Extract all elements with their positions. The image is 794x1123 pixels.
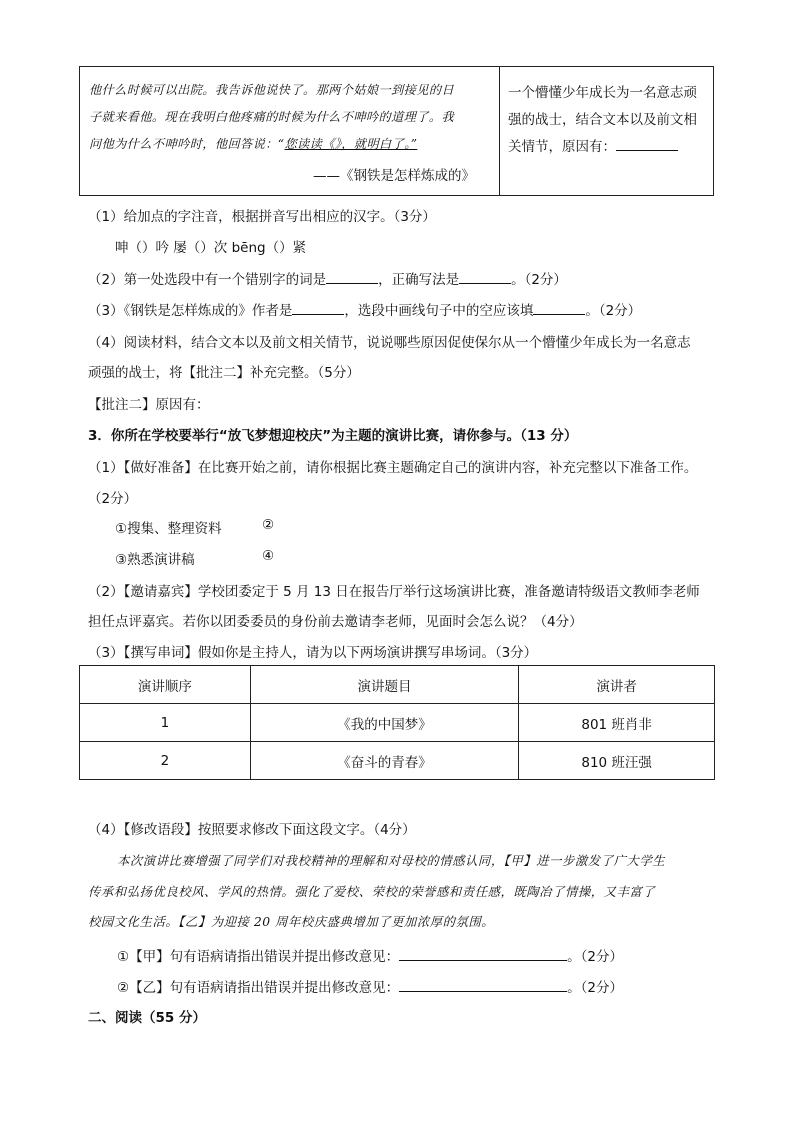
- excerpt-box: [79, 66, 714, 196]
- prep-item-2: ②: [262, 517, 275, 533]
- cell-title: 《我的中国梦》: [250, 704, 519, 742]
- q3-part4: （4）【修改语段】按照要求修改下面这段文字。（4分）: [88, 822, 416, 838]
- annotation-line-2: 强的战士，结合文本以及前文相: [508, 112, 697, 128]
- excerpt-line-2: 子就来看他。现在我明白他疼痛的时候为什么不呻吟的道理了。我: [89, 110, 455, 124]
- cell-title: 《奋斗的青春》: [250, 742, 519, 780]
- q2-item-4-line1: （4）阅读材料，结合文本以及前文相关情节，说说哪些原因促使保尔从一个懵懂少年成长为一名意志: [88, 335, 691, 351]
- table-header-row: [80, 666, 715, 704]
- passage-line-2: 传承和弘扬优良校风、学风的热情。强化了爱校、荣校的荣誉感和责任感，既陶冶了情操，又丰富了: [88, 884, 656, 899]
- cell-speaker: 810 班汪强: [519, 742, 715, 780]
- annotation-line-3-text: 关情节，原因有：: [508, 139, 616, 155]
- prep-item-1: ①搜集、整理资料: [115, 521, 222, 537]
- fix-item-2-score: 。（2分）: [567, 980, 623, 996]
- fix-item-1-text: ①【甲】句有语病请指出错误并提出修改意见：: [117, 949, 400, 965]
- box-divider: [499, 67, 500, 195]
- prep-item-4: ④: [262, 548, 275, 564]
- q2-item-3-c: 。（2分）: [585, 303, 642, 319]
- table-row: [80, 742, 715, 780]
- excerpt-line-3-lead: 问他为什么不呻吟时，他回答说：“: [89, 137, 285, 151]
- q3-part1-line2: （2分）: [88, 491, 138, 507]
- blank-author[interactable]: [292, 302, 344, 315]
- q2-item-3-a: （3）《钢铁是怎样炼成的》作者是: [88, 303, 293, 319]
- blank-correct-word[interactable]: [459, 271, 511, 284]
- q3-title: 3．你所在学校要举行“放飞梦想迎校庆”为主题的演讲比赛，请你参与。（13 分）: [88, 428, 578, 444]
- passage-line-1: 本次演讲比赛增强了同学们对我校精神的理解和对母校的情感认同，【甲】进一步激发了广大学生: [117, 853, 666, 868]
- q3-part2-line1: （2）【邀请嘉宾】学校团委定于 5 月 13 日在报告厅举行这场演讲比赛，准备邀请特级语文教师李老师: [88, 584, 700, 600]
- speech-table: [79, 665, 715, 780]
- q2-item-1: （1）给加点的字注音，根据拼音写出相应的汉字。（3分）: [88, 209, 436, 225]
- q3-part2-line2: 担任点评嘉宾。若你以团委委员的身份前去邀请李老师，见面时会怎么说？（4分）: [88, 614, 583, 630]
- excerpt-line-1: 他什么时候可以出院。我告诉他说快了。那两个姑娘一到接见的日: [89, 83, 455, 97]
- q3-part1-line1: （1）【做好准备】在比赛开始之前，请你根据比赛主题确定自己的演讲内容，补充完整以下准备工作。: [88, 460, 698, 476]
- q2-item-4-line2: 顽强的战士，将【批注二】补充完整。（5分）: [88, 365, 360, 381]
- header-order: 演讲顺序: [80, 666, 251, 704]
- q3-part3: （3）【撰写串词】假如你是主持人，请为以下两场演讲撰写串场词。（3分）: [88, 645, 538, 661]
- cell-order: 2: [80, 742, 251, 780]
- q2-item-2-b: ，正确写法是: [378, 272, 460, 288]
- answer-blank[interactable]: [616, 138, 678, 151]
- prep-item-3: ③熟悉演讲稿: [115, 552, 195, 568]
- annotation-line-3: [508, 135, 678, 155]
- q2-item-3: [88, 299, 641, 319]
- annotation-two-label: 【批注二】原因有：: [88, 397, 210, 413]
- cell-speaker: 801 班肖非: [519, 704, 715, 742]
- blank-fix-1[interactable]: [399, 948, 567, 961]
- fix-item-1: [117, 945, 623, 965]
- fix-item-2-text: ②【乙】句有语病请指出错误并提出修改意见：: [117, 980, 400, 996]
- fix-item-2: [117, 976, 623, 996]
- fix-item-1-score: 。（2分）: [567, 949, 623, 965]
- annotation-line-1: 一个懵懂少年成长为一名意志顽: [508, 85, 697, 101]
- header-speaker: 演讲者: [519, 666, 715, 704]
- q2-item-2-c: 。（2分）: [511, 272, 567, 288]
- section-reading-heading: 二、阅读（55 分）: [88, 1010, 206, 1026]
- q2-item-2-a: （2）第一处选段中有一个错别字的词是: [88, 272, 327, 288]
- underlined-sentence: 您读读《》，就明白了。”: [284, 137, 418, 151]
- table-row: [80, 704, 715, 742]
- q2-item-3-b: ，选段中画线句子中的空应该填: [344, 303, 534, 319]
- excerpt-source: ——《钢铁是怎样炼成的》: [313, 168, 475, 184]
- passage-line-3: 校园文化生活。【乙】为迎接 20 周年校庆盛典增加了更加浓厚的氛围。: [88, 914, 495, 929]
- cell-order: 1: [80, 704, 251, 742]
- header-title: 演讲题目: [250, 666, 519, 704]
- blank-fill[interactable]: [533, 302, 585, 315]
- excerpt-line-3: [89, 135, 417, 152]
- blank-fix-2[interactable]: [399, 979, 567, 992]
- q2-item-2: [88, 268, 567, 288]
- q2-pinyin-row: 呻（）吟 屡（）次 bēng（）紧: [115, 240, 307, 256]
- blank-wrong-word[interactable]: [326, 271, 378, 284]
